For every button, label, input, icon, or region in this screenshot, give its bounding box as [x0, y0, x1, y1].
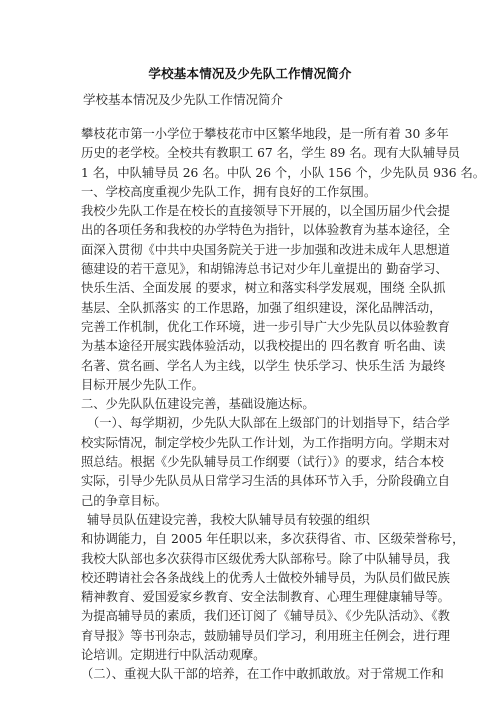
paragraph-line: 出的各项任务和我校的办学特色为指针，以体验教育为基本途径，全 [81, 223, 450, 238]
paragraph-line: 和协调能力，自 2005 年任职以来，多次获得省、市、区级荣誉称号， [81, 532, 465, 547]
paragraph-line: 德建设的若干意见》，和胡锦涛总书记对少年儿童提出的 勤奋学习、 [81, 262, 448, 277]
paragraph-line: 为提高辅导员的素质，我们还订阅了《辅导员》、《少先队活动》、《教 [81, 609, 450, 624]
paragraph-line: 精神教育、爱国爱家乡教育、安全法制教育、心理生理健康辅导等。 [81, 590, 450, 605]
paragraph-line: 论培训。定期进行中队活动观摩。 [81, 648, 266, 663]
paragraph-line: 校实际情况，制定学校少先队工作计划，为工作指明方向。学期末对 [81, 435, 450, 450]
paragraph-line: 育导报》等书刊杂志，鼓励辅导员们学习，利用班主任例会，进行理 [81, 628, 450, 643]
paragraph-line: （一）、每学期初，少先队大队部在上级部门的计划指导下，结合学 [87, 416, 450, 431]
paragraph-line: 我校少先队工作是在校长的直接领导下开展的，以全国历届少代会提 [81, 204, 450, 219]
paragraph-line: 目标开展少先队工作。 [81, 377, 204, 392]
paragraph-line: 照总结。根据《少先队辅导员工作纲要（试行）》的要求，结合本校 [81, 455, 444, 470]
paragraph-line: 历史的老学校。全校共有教职工 67 名，学生 89 名。现有大队辅导员 [81, 146, 460, 161]
paragraph-line: 面深入贯彻《中共中央国务院关于进一步加强和改进未成年人思想道 [81, 242, 450, 257]
document-title: 学校基本情况及少先队工作情况简介 [148, 66, 352, 81]
paragraph-line: 我校大队部也多次获得市区级优秀大队部称号。除了中队辅导员，我 [81, 551, 450, 566]
paragraph-line: 快乐生活、全面发展 的要求，树立和落实科学发展观，围绕 全队抓 [81, 281, 446, 296]
paragraph-line: 己的争章目标。 [81, 493, 168, 508]
paragraph-line: 为基本途径开展实践体验活动，以我校提出的 四名教育 听名曲、读 [81, 339, 446, 354]
paragraph-line: 校还聘请社会各条战线上的优秀人士做校外辅导员，为队员们做民族 [81, 570, 450, 585]
paragraph-line: 名著、赏名画、学名人为主线，以学生 快乐学习、快乐生活 为最终 [81, 358, 446, 373]
document-body [81, 125, 486, 685]
paragraph-line: 完善工作机制，优化工作环境，进一步引导广大少先队员以体验教育 [81, 319, 450, 334]
section-heading: 二、少先队队伍建设完善，基础设施达标。 [81, 397, 315, 412]
document-subtitle: 学校基本情况及少先队工作情况简介 [83, 92, 284, 107]
paragraph-line: 辅导员队伍建设完善，我校大队辅导员有较强的组织 [87, 512, 370, 527]
paragraph-line: 1 名，中队辅导员 26 名。中队 26 个，小队 156 个，少先队员 936 名。 [81, 165, 486, 180]
paragraph-line: （二）、重视大队干部的培养，在工作中敢抓敢放。对于常规工作和 [81, 667, 444, 682]
paragraph-line: 基层、全队抓落实 的工作思路，加强了组织建设，深化品牌活动， [81, 300, 442, 315]
section-heading: 一、学校高度重视少先队工作，拥有良好的工作氛围。 [81, 184, 377, 199]
paragraph-line: 实际，引导少先队员从日常学习生活的具体环节入手，分阶段确立自 [81, 474, 450, 489]
paragraph-line: 攀枝花市第一小学位于攀枝花市中区繁华地段，是一所有着 30 多年 [81, 127, 449, 141]
